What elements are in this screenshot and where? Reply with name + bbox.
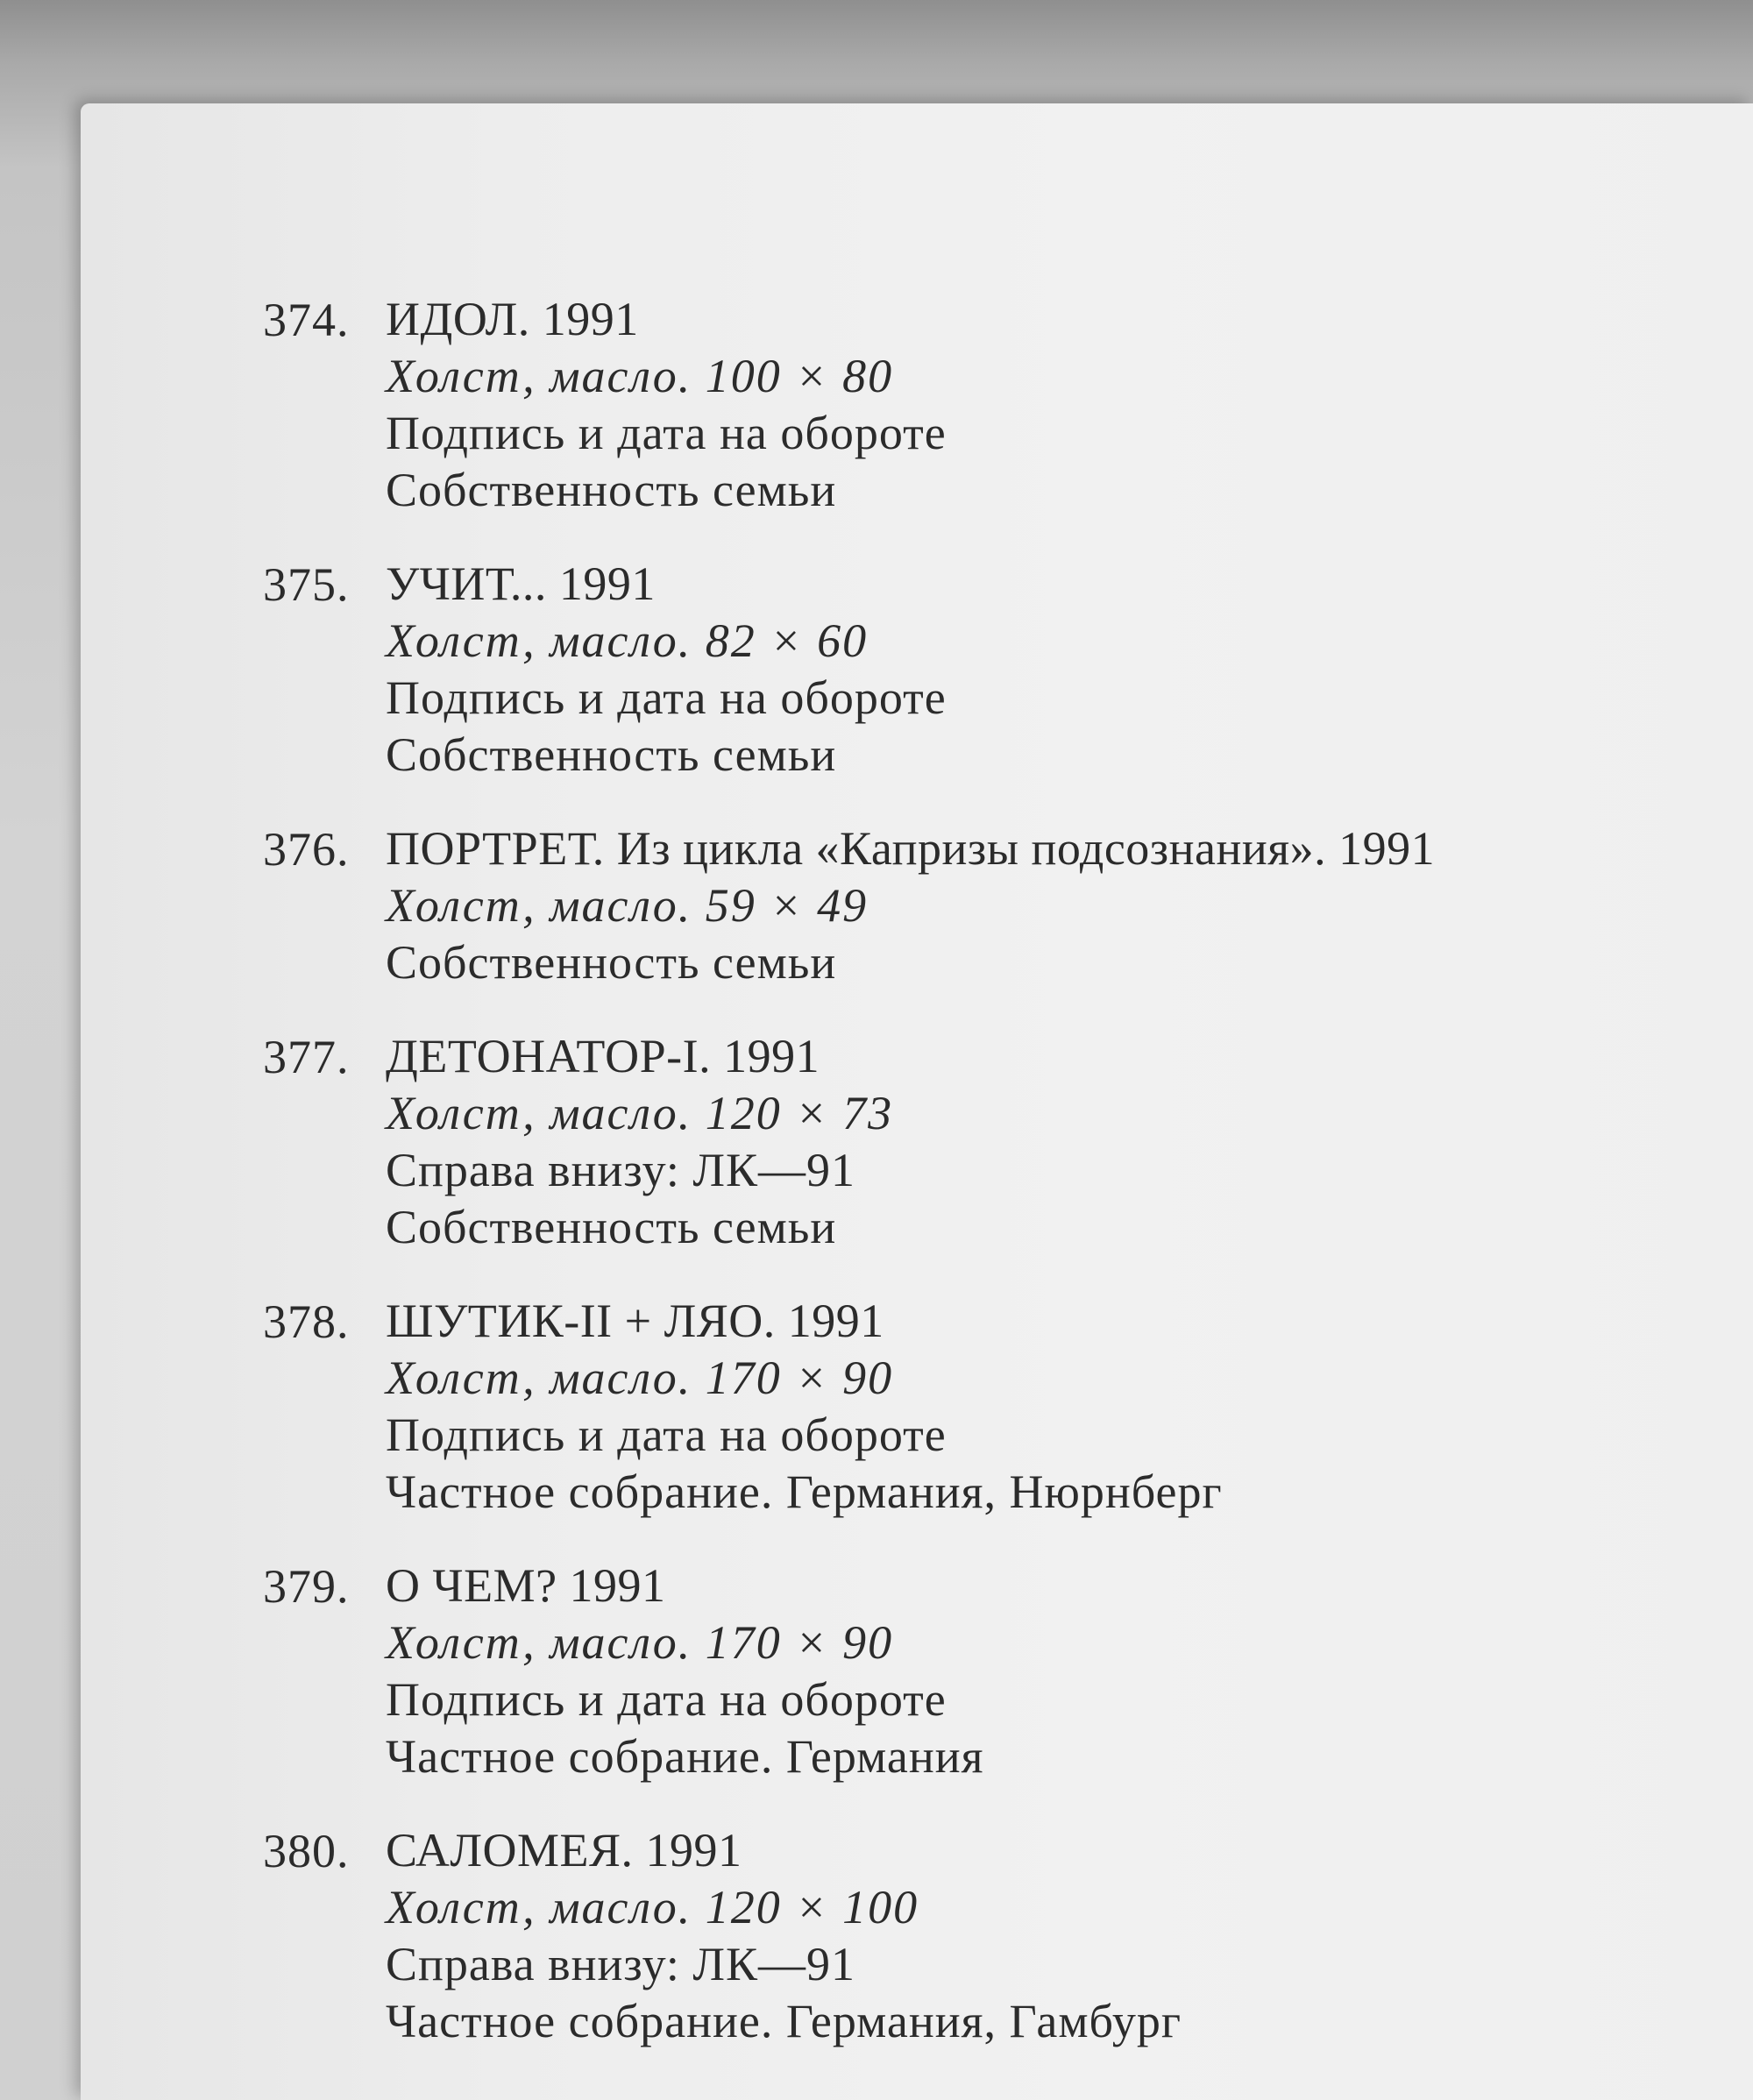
catalog-entry-377 <box>263 1028 1735 1256</box>
entry-signature: Подпись и дата на обороте <box>386 407 947 459</box>
entry-signature: Справа внизу: ЛК—91 <box>386 1144 856 1196</box>
entry-medium: Холст, масло. 100 × 80 <box>386 350 894 402</box>
catalog-entry-376 <box>263 820 1735 991</box>
book-page <box>81 103 1753 2100</box>
entry-ownership: Собственность семьи <box>386 1201 837 1253</box>
catalog-entry-379 <box>263 1557 1735 1785</box>
entry-ownership: Собственность семьи <box>386 728 837 781</box>
entry-title: ИДОЛ. 1991 <box>386 293 639 345</box>
entry-signature: Подпись и дата на обороте <box>386 1673 947 1726</box>
catalog-entry-374 <box>263 291 1735 519</box>
catalog-entry-375 <box>263 556 1735 784</box>
entry-title: ДЕТОНАТОР-I. 1991 <box>386 1030 820 1082</box>
catalog-entry-380 <box>263 1822 1735 2050</box>
catalog-list <box>263 291 1735 2087</box>
entry-title: ПОРТРЕТ. Из цикла «Капризы подсознания». 1991 <box>386 822 1436 875</box>
catalog-entry-378 <box>263 1293 1735 1521</box>
entry-medium: Холст, масло. 59 × 49 <box>386 879 869 932</box>
entry-medium: Холст, масло. 120 × 100 <box>386 1881 919 1933</box>
entry-medium: Холст, масло. 170 × 90 <box>386 1616 894 1669</box>
entry-number: 380. <box>263 1825 350 1877</box>
entry-medium: Холст, масло. 82 × 60 <box>386 614 869 667</box>
entry-signature: Подпись и дата на обороте <box>386 1408 947 1461</box>
entry-number: 376. <box>263 823 350 876</box>
entry-ownership: Собственность семьи <box>386 464 837 516</box>
entry-signature: Справа внизу: ЛК—91 <box>386 1938 856 1990</box>
entry-title: УЧИТ... 1991 <box>386 557 656 610</box>
entry-medium: Холст, масло. 170 × 90 <box>386 1352 894 1404</box>
entry-number: 378. <box>263 1295 350 1348</box>
entry-ownership: Частное собрание. Германия, Нюрнберг <box>386 1465 1223 1518</box>
entry-title: ШУТИК-II + ЛЯО. 1991 <box>386 1295 884 1347</box>
entry-ownership: Частное собрание. Германия, Гамбург <box>386 1995 1182 2047</box>
entry-medium: Холст, масло. 120 × 73 <box>386 1087 894 1139</box>
entry-ownership: Собственность семьи <box>386 936 837 989</box>
entry-number: 379. <box>263 1560 350 1613</box>
entry-signature: Подпись и дата на обороте <box>386 671 947 724</box>
entry-number: 377. <box>263 1031 350 1083</box>
entry-number: 374. <box>263 294 350 346</box>
entry-title: САЛОМЕЯ. 1991 <box>386 1824 742 1877</box>
entry-number: 375. <box>263 558 350 611</box>
entry-ownership: Частное собрание. Германия <box>386 1730 984 1783</box>
entry-title: О ЧЕМ? 1991 <box>386 1559 666 1612</box>
